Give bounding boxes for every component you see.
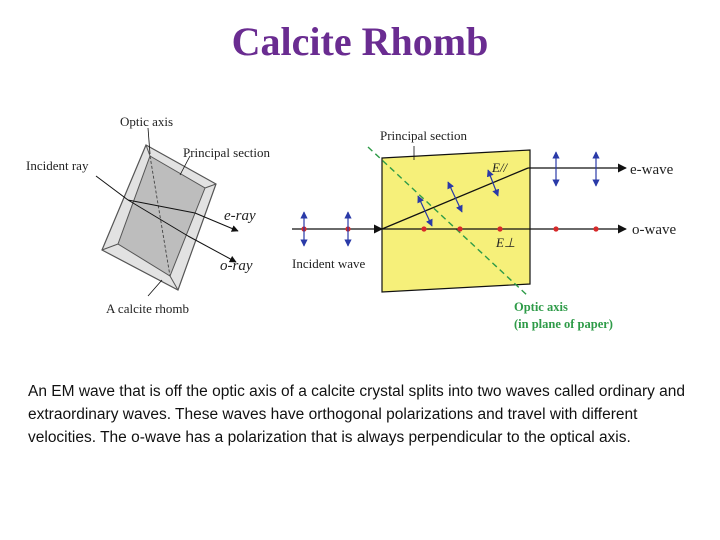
label-e-parallel: E// xyxy=(492,160,508,175)
label-e-perp: E⊥ xyxy=(496,235,516,250)
label-optic-axis-note: (in plane of paper) xyxy=(514,317,613,331)
o-wave-dot xyxy=(553,226,558,231)
label-e-wave: e-wave xyxy=(630,162,674,178)
caption-text: An EM wave that is off the optic axis of a calcite crystal splits into two waves called ordinary and extraordinary waves. These waves have orthogonal polarizations and travel with different velocities. The o-wave has a polarization that is always perpendicular to the optical axis. xyxy=(28,383,686,446)
o-wave-dot xyxy=(593,226,598,231)
label-o-ray: o-ray xyxy=(220,258,253,274)
label-incident-wave: Incident wave xyxy=(292,256,366,271)
slide-title: Calcite Rhomb xyxy=(231,19,489,64)
label-o-wave: o-wave xyxy=(632,222,677,238)
o-wave-dot xyxy=(421,226,426,231)
label-optic-axis-left: Optic axis xyxy=(120,114,174,129)
label-calcite-rhomb: A calcite rhomb xyxy=(106,301,190,316)
o-wave-dot xyxy=(497,226,502,231)
label-optic-axis-right: Optic axis xyxy=(514,300,568,314)
label-principal-section-right: Principal section xyxy=(380,128,468,143)
label-principal-section-left: Principal section xyxy=(183,145,271,160)
crystal-face xyxy=(382,150,530,292)
o-wave-dot xyxy=(457,226,462,231)
label-incident-ray: Incident ray xyxy=(26,158,89,173)
incident-ray-line xyxy=(96,176,128,200)
principal-section-figure xyxy=(292,146,626,296)
label-e-ray: e-ray xyxy=(224,208,256,224)
